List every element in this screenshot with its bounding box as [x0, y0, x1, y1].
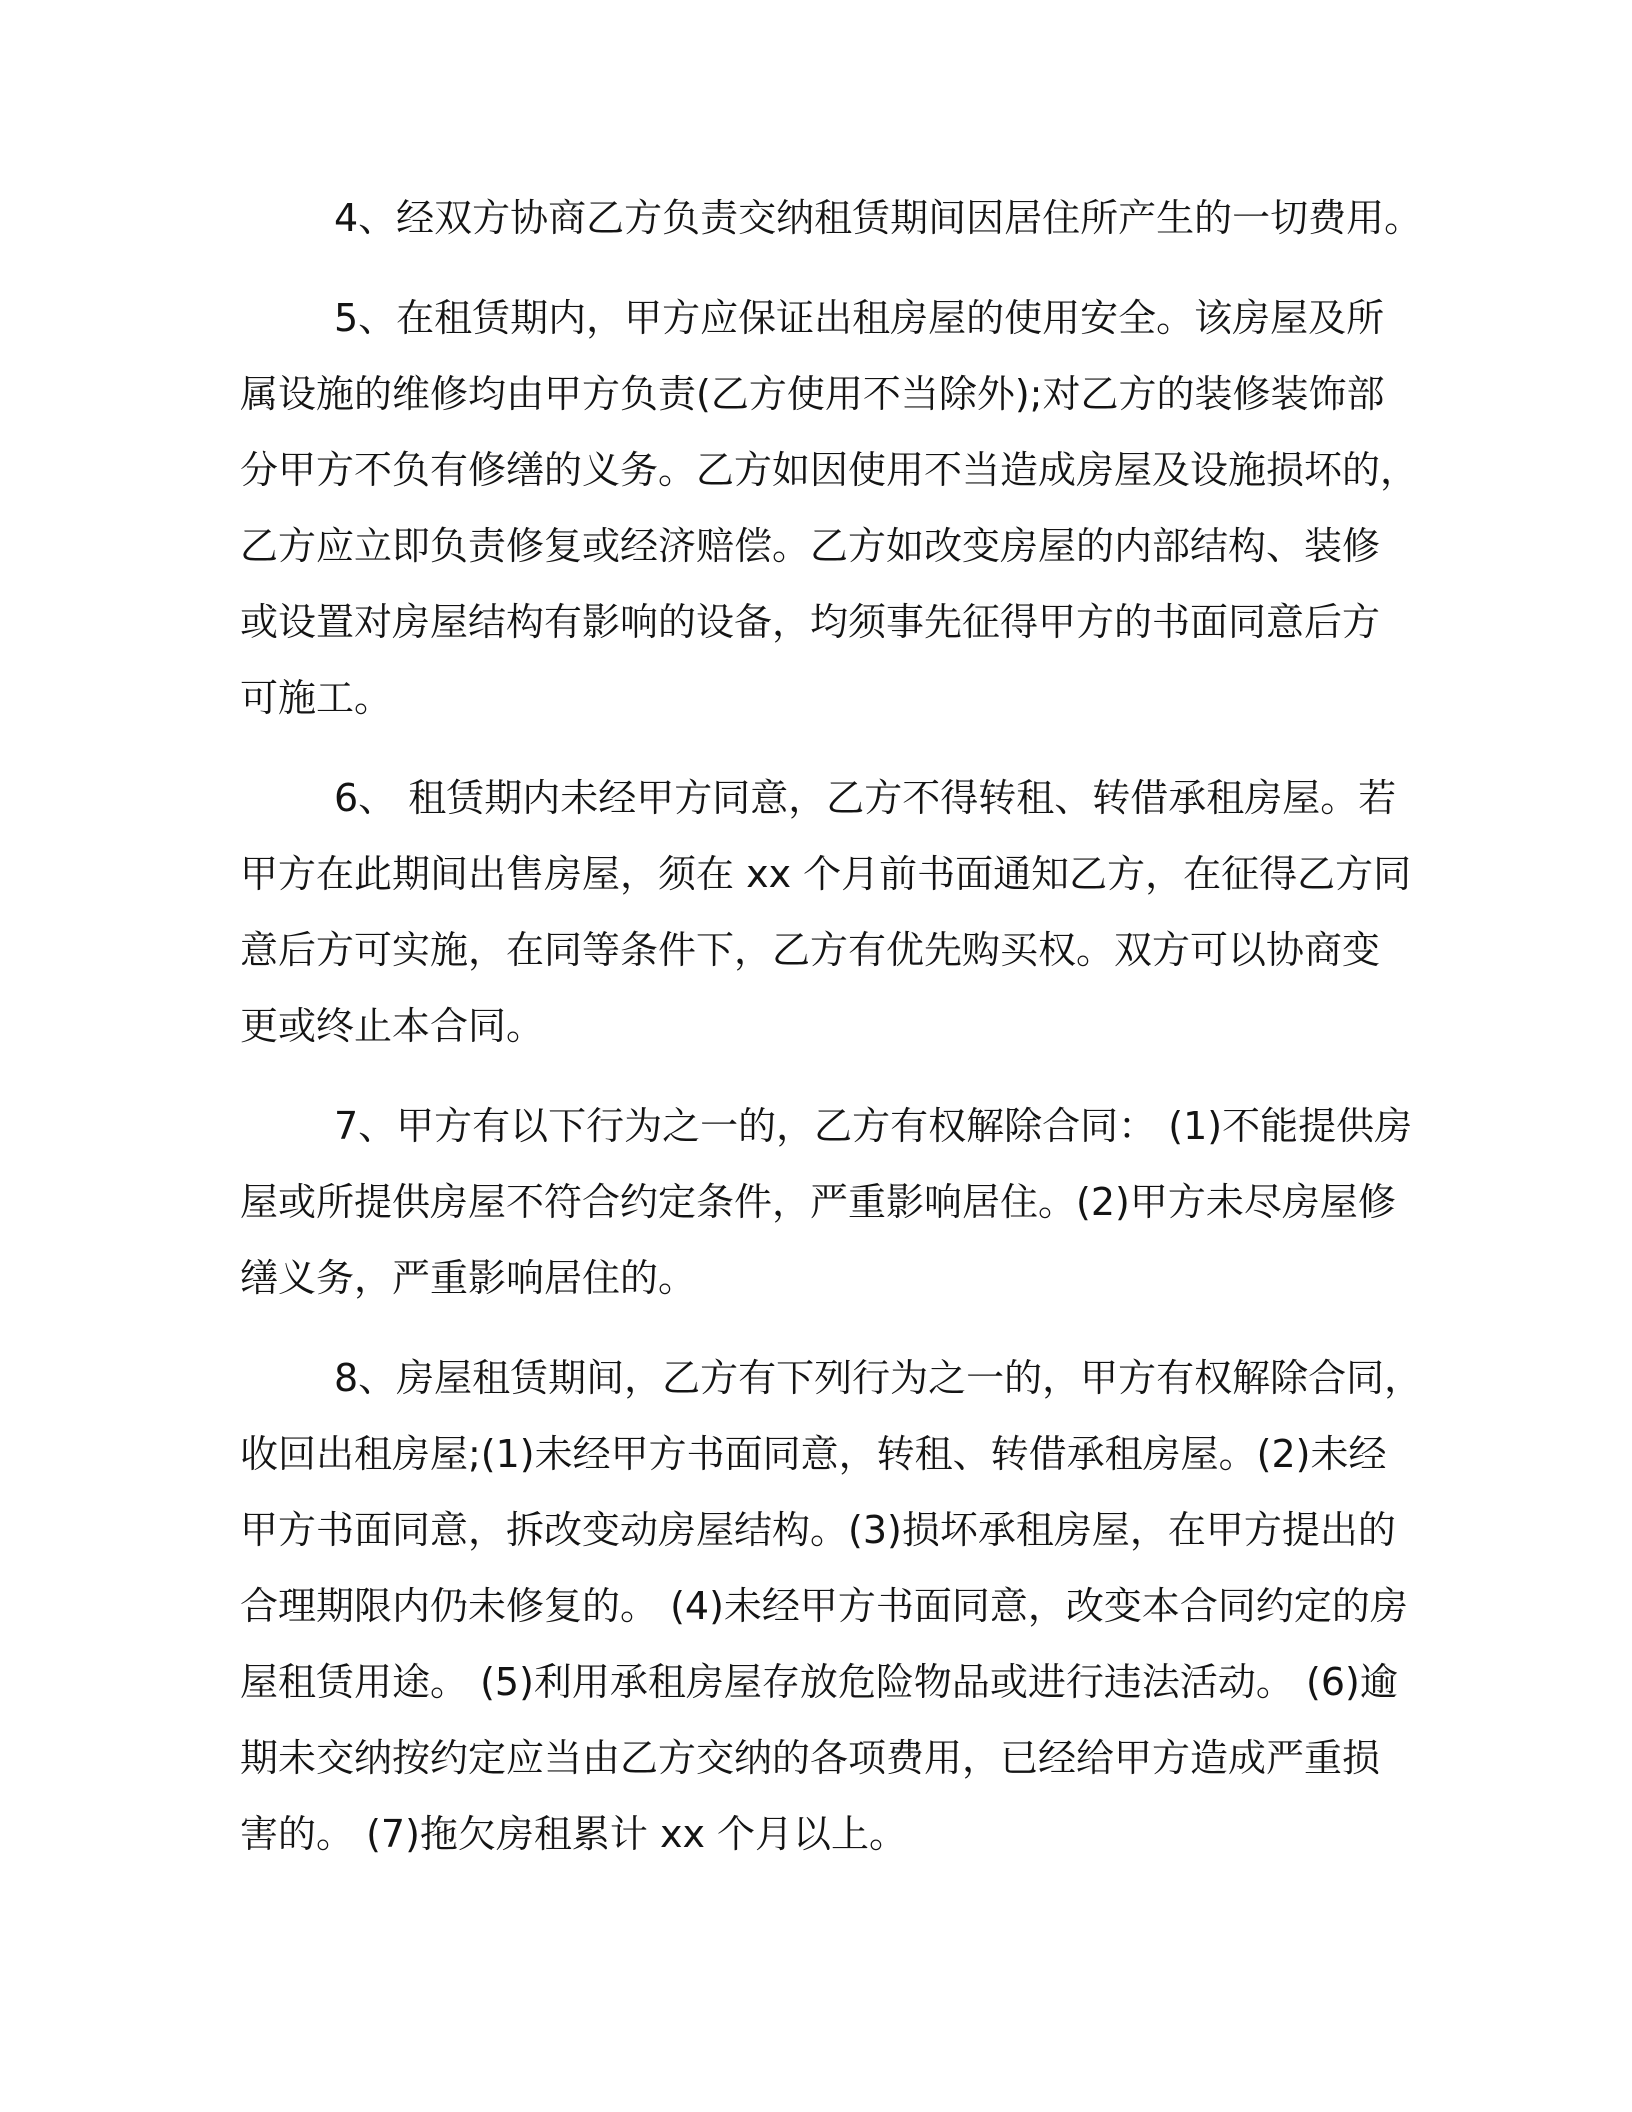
document-page [240, 180, 1423, 1896]
text-line: 意后方可实施，在同等条件下，乙方有优先购买权。双方可以协商变 [240, 928, 1381, 972]
text-line: 4、经双方协商乙方负责交纳租赁期间因居住所产生的一切费用。 [334, 196, 1423, 240]
clause-6 [240, 760, 1412, 1064]
text-line: 5、在租赁期内，甲方应保证出租房屋的使用安全。该房屋及所 [334, 296, 1385, 340]
clause-7 [240, 1088, 1413, 1316]
text-line: 可施工。 [240, 676, 393, 720]
text-line: 屋或所提供房屋不符合约定条件，严重影响居住。(2)甲方未尽房屋修 [240, 1180, 1396, 1224]
text-line: 屋租赁用途。 (5)利用承租房屋存放危险物品或进行违法活动。 (6)逾 [240, 1660, 1398, 1704]
clause-5 [240, 280, 1419, 736]
text-line: 收回出租房屋;(1)未经甲方书面同意，转租、转借承租房屋。(2)未经 [240, 1432, 1387, 1476]
text-line: 乙方应立即负责修复或经济赔偿。乙方如改变房屋的内部结构、装修 [240, 524, 1381, 568]
text-line: 属设施的维修均由甲方负责(乙方使用不当除外);对乙方的装修装饰部 [240, 372, 1385, 416]
text-line: 分甲方不负有修缮的义务。乙方如因使用不当造成房屋及设施损坏的， [240, 448, 1419, 492]
text-line: 缮义务，严重影响居住的。 [240, 1256, 697, 1300]
text-line: 7、甲方有以下行为之一的，乙方有权解除合同： (1)不能提供房 [334, 1104, 1413, 1148]
text-line: 6、 租赁期内未经甲方同意，乙方不得转租、转借承租房屋。若 [334, 776, 1397, 820]
text-line: 合理期限内仍未修复的。 (4)未经甲方书面同意，改变本合同约定的房 [240, 1584, 1408, 1628]
clause-8 [240, 1340, 1423, 1872]
text-line: 更或终止本合同。 [240, 1004, 545, 1048]
text-line: 害的。 (7)拖欠房租累计 xx 个月以上。 [240, 1812, 908, 1856]
text-line: 8、房屋租赁期间，乙方有下列行为之一的，甲方有权解除合同， [334, 1356, 1423, 1400]
text-line: 期未交纳按约定应当由乙方交纳的各项费用，已经给甲方造成严重损 [240, 1736, 1381, 1780]
text-line: 或设置对房屋结构有影响的设备，均须事先征得甲方的书面同意后方 [240, 600, 1381, 644]
clause-4 [240, 180, 1423, 256]
text-line: 甲方在此期间出售房屋，须在 xx 个月前书面通知乙方，在征得乙方同 [240, 852, 1412, 896]
text-line: 甲方书面同意，拆改变动房屋结构。(3)损坏承租房屋，在甲方提出的 [240, 1508, 1396, 1552]
